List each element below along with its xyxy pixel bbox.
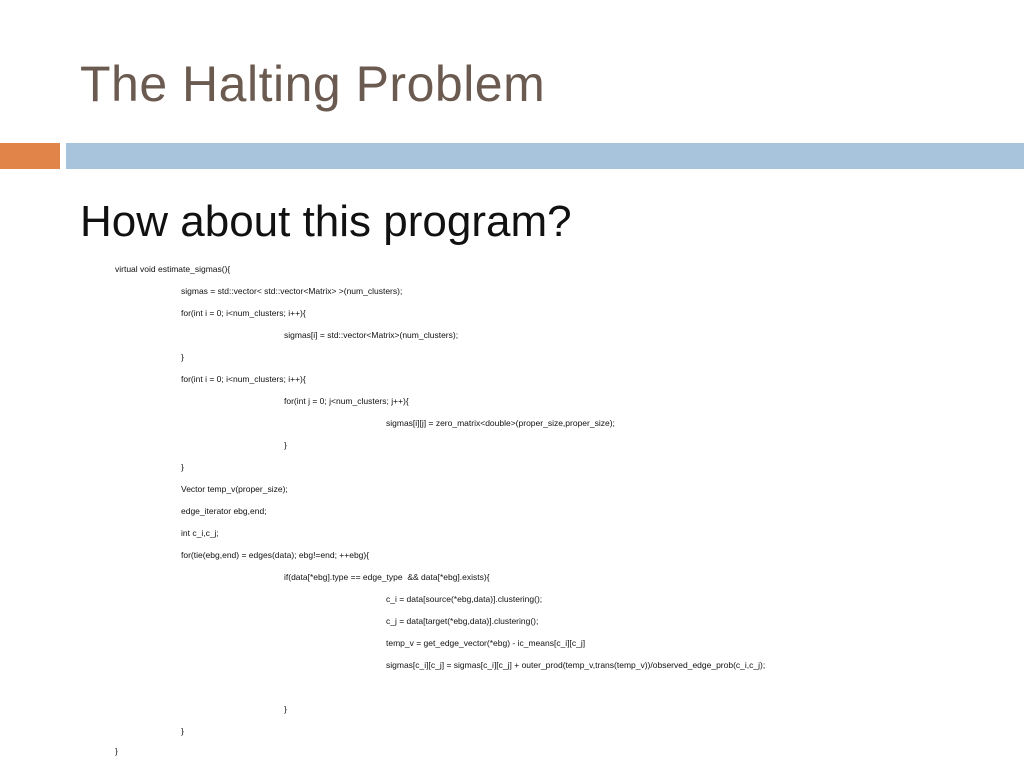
title-accent-bar [0, 143, 60, 169]
code-line: } [115, 746, 118, 756]
code-line: } [181, 462, 184, 472]
code-line: c_j = data[target(*ebg,data)].clustering(); [386, 616, 539, 626]
code-line: for(int j = 0; j<num_clusters; j++){ [284, 396, 409, 406]
code-line: virtual void estimate_sigmas(){ [115, 264, 231, 274]
code-line: } [284, 704, 287, 714]
code-line: c_i = data[source(*ebg,data)].clustering(); [386, 594, 543, 604]
code-line: for(int i = 0; i<num_clusters; i++){ [181, 374, 306, 384]
code-line: for(int i = 0; i<num_clusters; i++){ [181, 308, 306, 318]
code-line: sigmas[i][j] = zero_matrix<double>(proper_size,proper_size); [386, 418, 615, 428]
code-line: sigmas[i] = std::vector<Matrix>(num_clusters); [284, 330, 459, 340]
code-line: } [181, 352, 184, 362]
code-line: temp_v = get_edge_vector(*ebg) - ic_means[c_i][c_j] [386, 638, 586, 648]
code-line: Vector temp_v(proper_size); [181, 484, 288, 494]
slide-title: The Halting Problem [80, 56, 546, 112]
slide-subtitle: How about this program? [80, 197, 572, 246]
code-line: } [284, 440, 287, 450]
code-line: if(data[*ebg].type == edge_type && data[*ebg].exists){ [284, 572, 490, 582]
code-line: sigmas[c_i][c_j] = sigmas[c_i][c_j] + outer_prod(temp_v,trans(temp_v))/observed_edge_prob(c_i,c_j); [386, 660, 766, 670]
code-line: for(tie(ebg,end) = edges(data); ebg!=end; ++ebg){ [181, 550, 370, 560]
code-line: edge_iterator ebg,end; [181, 506, 267, 516]
code-line: sigmas = std::vector< std::vector<Matrix> >(num_clusters); [181, 286, 403, 296]
title-divider-bar [66, 143, 1024, 169]
code-line: } [181, 726, 184, 736]
code-line: int c_i,c_j; [181, 528, 219, 538]
